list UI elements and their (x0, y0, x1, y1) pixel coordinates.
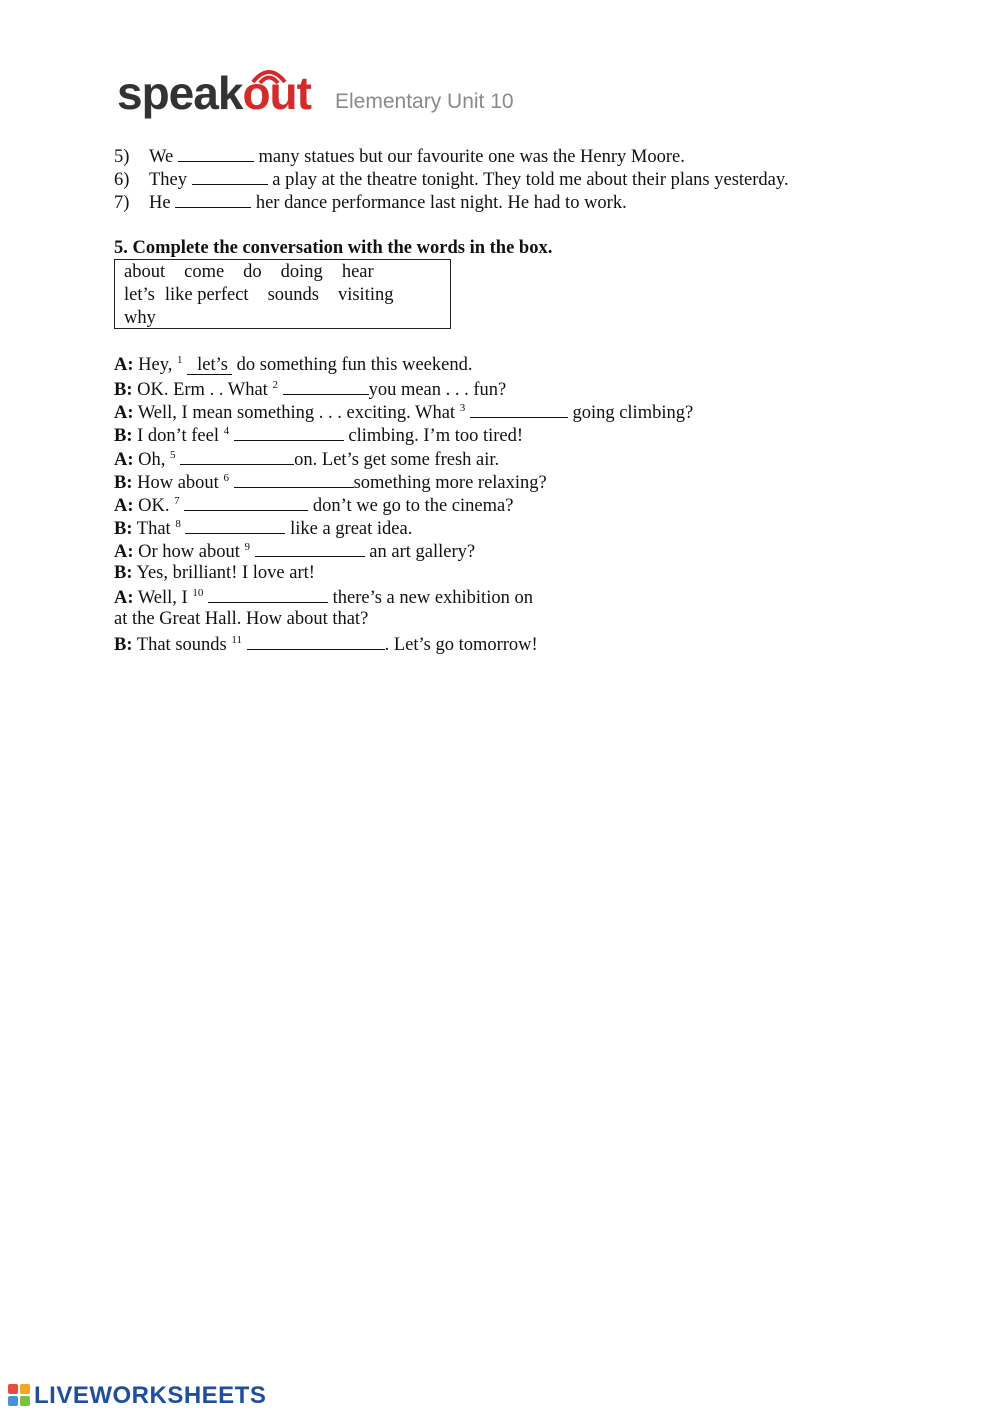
conversation-line-12: at the Great Hall. How about that? (114, 609, 369, 629)
answer-field-3[interactable] (470, 400, 568, 418)
liveworksheets-brand (8, 1382, 308, 1408)
word-box-row: let’s like perfect sounds visiting (124, 285, 394, 305)
conversation-line-6: B: How about $^6$ something more relaxing? (114, 472, 547, 493)
answer-blank[interactable] (175, 190, 251, 208)
exercise-5-title: 5. Complete the conversation with the words in the box. (114, 238, 553, 258)
word-box (114, 259, 451, 329)
answer-field-8[interactable] (185, 516, 285, 534)
conversation-line-4: B: I don’t feel $^4$ climbing. I’m too tired! (114, 425, 524, 446)
conversation-line-2: B: OK. Erm . . What $^2$ you mean . . . fun? (114, 379, 507, 400)
word-box-row: about come do doing hear (124, 262, 374, 282)
answer-field-10[interactable] (208, 585, 328, 603)
answer-field-2[interactable] (283, 377, 369, 395)
answer-field-5[interactable] (180, 447, 294, 465)
conversation-line-7: A: OK. $^7$ don’t we go to the cinema? (114, 495, 514, 516)
conversation-line-3: A: Well, I mean something . . . exciting. What $^3$ going climbing? (114, 402, 694, 423)
answer-blank[interactable] (192, 167, 268, 185)
unit-subtitle: Elementary Unit 10 (335, 90, 514, 113)
conversation-line-10: B: Yes, brilliant! I love art! (114, 563, 315, 583)
answer-field-11[interactable] (247, 632, 385, 650)
page-header (117, 60, 717, 122)
logo-wordmark: speakout (117, 67, 311, 119)
conversation-line-5: A: Oh, $^5$ on. Let’s get some fresh air. (114, 449, 500, 470)
brand-text: LIVEWORKSHEETS (34, 1382, 267, 1409)
speakout-logo (117, 60, 327, 122)
exercise-item-5: 5) We many statues but our favourite one was the Henry Moore. (114, 144, 685, 169)
word-box-row: why (124, 308, 156, 328)
conversation-line-11: A: Well, I $^{10}$ there’s a new exhibition on (114, 587, 533, 608)
conversation-line-1: A: Hey, $^1$ let’s do something fun this weekend. (114, 354, 473, 375)
exercise-item-6: 6) They a play at the theatre tonight. They told me about their plans yesterday. (114, 167, 789, 192)
answer-field-6[interactable] (234, 470, 354, 488)
answer-field-7[interactable] (184, 493, 308, 511)
liveworksheets-logo-icon (8, 1384, 30, 1406)
conversation-line-9: A: Or how about $^9$ an art gallery? (114, 541, 476, 562)
answer-field-1[interactable]: let’s (187, 356, 232, 375)
answer-field-9[interactable] (255, 539, 365, 557)
conversation-line-8: B: That $^8$ like a great idea. (114, 518, 413, 539)
exercise-item-7: 7) He her dance performance last night. He had to work. (114, 190, 627, 215)
answer-field-4[interactable] (234, 423, 344, 441)
conversation-line-13: B: That sounds $^{11}$ . Let’s go tomorrow! (114, 634, 538, 655)
answer-blank[interactable] (178, 144, 254, 162)
